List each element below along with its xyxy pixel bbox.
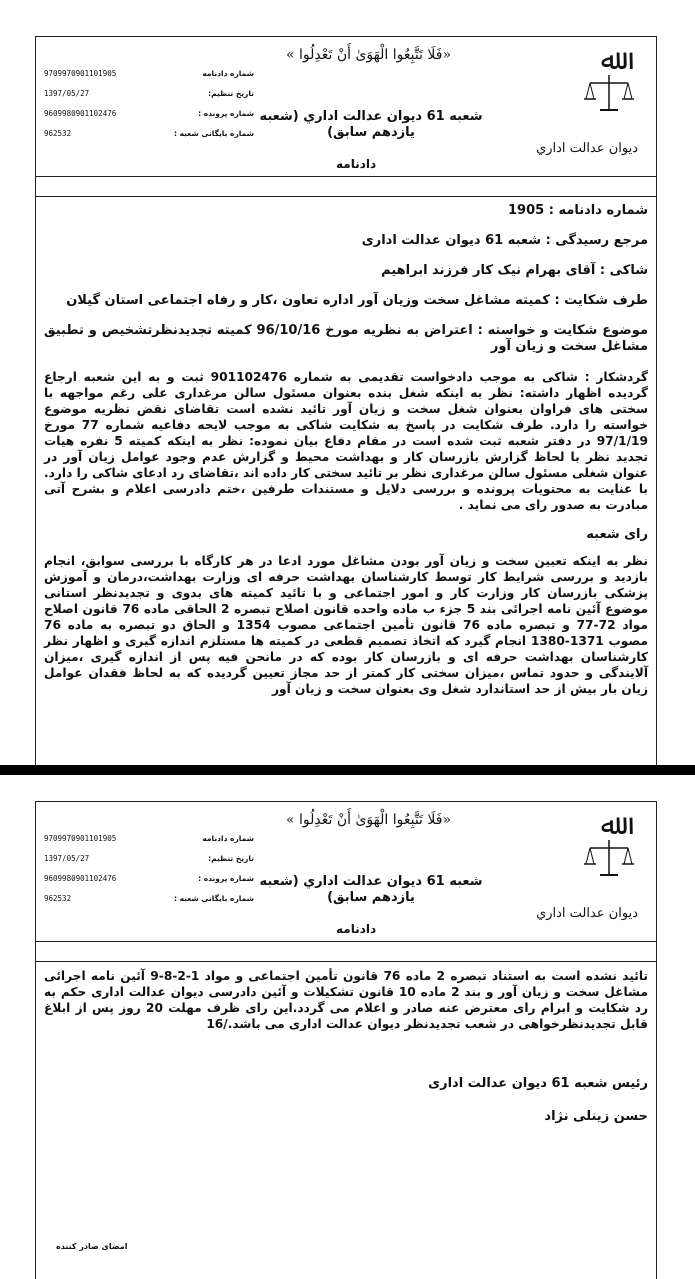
meta-label: شماره دادنامه [202, 834, 254, 843]
case-meta [44, 834, 254, 914]
svg-text:ﷲ: ﷲ [600, 808, 618, 841]
meta-value: 1397/05/27 [44, 89, 90, 98]
subject: موضوع شکایت و خواسته : اعتراض به نظریه مورخ 96/10/16 کمیته تجدیدنظرتشخیص و تطبیق مشاغل سخت و زیان آور [44, 323, 648, 354]
meta-label: شماره بایگانی شعبه : [173, 129, 254, 138]
meta-value: 9609980901102476 [44, 874, 117, 883]
page-frame [35, 801, 657, 1279]
case-report: گردشکار : شاکی به موجب دادخواست تقدیمی به شماره 901102476 ثبت و به این شعبه ارجاع گردیده اظهار داشته: نظر به اینکه شغل بنده بعنوان مسئول سالن مرغداری علی رغم مواجهه با سختی های فراوان بعنوان شغل سخت و زیان آور تائید نشده است تقاضای نقض نظریه موضوع خواسته را دارد. طرف شکایت در پاسخ به شکایت شاکی به موجب لایحه دفاعیه شماره 77 مورخ 97/1/19 در دفتر شعبه ثبت شده است در مقام دفاع بیان نموده: نظر به اینکه کمیته 5 نفره هیات تجدید نظر با لحاظ گزارش بازرسان کار و بهداشت محیط و گزارش عدم وجود عوامل زیان آور در عنوان شغلی مسئول سالن مرغداری نظر بر تائید سختی کار داده اند ،تقاضای رد ادعای شاکی را دارد. با عنایت به محتویات پرونده و بررسی دلایل و مستندات طرفین ،ختم دادرسی اعلام و بشرح آتی مبادرت به صدور رای می نماید . [44, 370, 649, 512]
branch-title: شعبه 61 دیوان عدالت اداري (شعبه یازدهم سابق) [259, 109, 483, 140]
header-divider [36, 942, 656, 962]
ruling-continuation: تائید نشده است به استناد تبصره 2 ماده 76 قانون تأمین اجتماعی و مواد 1-2-8-9 آئین نامه اجرائی مشاغل سخت و زیان آور و بند 2 ماده 10 قانون تشکیلات و آئین دادرسی دیوان عدالت اداری حکم به رد شکایت و ابرام رای معترض عنه صادر و اعلام می گردد.این رای ظرف مهلت 20 روز پس از ابلاغ قابل تجدیدنظرخواهی در شعب تجدیدنظر دیوان عدالت اداری می باشد./16 [44, 969, 648, 1031]
defendant: طرف شکایت : کمیته مشاغل سخت وزیان آور اداره تعاون ،کار و رفاه اجتماعی استان گیلان [66, 293, 648, 308]
ruling-title: رای شعبه [586, 527, 648, 542]
meta-row [44, 89, 254, 109]
svg-text:ﷲ: ﷲ [600, 43, 618, 76]
page-separator [0, 765, 695, 775]
authority: مرجع رسیدگی : شعبه 61 دیوان عدالت اداری [361, 233, 648, 248]
meta-value: 9709970901101905 [44, 69, 117, 78]
document-page-2 [0, 775, 695, 1279]
meta-row [44, 874, 254, 894]
court-emblem-icon [582, 43, 636, 117]
quran-verse: «فَلَا تَتَّبِعُوا الْهَوَىٰ أَنْ تَعْدِلُوا » [286, 812, 452, 828]
branch-title: شعبه 61 دیوان عدالت اداري (شعبه یازدهم سابق) [259, 874, 483, 905]
case-meta [44, 69, 254, 149]
signer-title: رئیس شعبه 61 دیوان عدالت اداری [428, 1076, 648, 1091]
meta-value: 9609980901102476 [44, 109, 117, 118]
letterhead [36, 802, 656, 942]
meta-label: تاریخ تنظیم: [208, 854, 254, 863]
letterhead [36, 37, 656, 177]
page-frame [35, 36, 657, 765]
ruling-text: نظر به اینکه تعیین سخت و زیان آور بودن مشاغل مورد ادعا در هر کارگاه با بررسی سوابق، انجام بازدید و بررسی شرایط کار توسط کارشناسان بهداشت حرفه ای وزارت بهداشت،درمان و آموزش پزشکی بازرسان کار وزارت کار و امور اجتماعی و با تائید کمیته های بدوی و تجدیدنظر استانی موضوع آئین نامه اجرائی بند 5 جزء ب ماده واحده قانون اصلاح تبصره 2 الحاقی ماده 76 قانون اصلاح مواد 72-77 و تبصره ماده 76 قانون تأمین اجتماعی مصوب 1354 و الحاق دو تبصره به ماده 76 مصوب 1371-1380 انجام گیرد که اتخاذ تصمیم قطعی در کمیته ها مستلزم اندازه گیری و اظهار نظر کارشناسان بهداشت حرفه ای و بازرسان کار بوده که در مانحن فیه پس از اندازه گیری ،میزان آلایندگی و حدود تماس ،میزان سختی کار کمتر از حد مجاز تعیین گردیده که به لحاظ فقدان عوامل زیان بار بیش از حد استاندارد شغل وی بعنوان سخت و زیان آور [44, 554, 648, 696]
document-type: دادنامه [336, 157, 377, 171]
document-body [36, 197, 656, 697]
meta-label: شماره پرونده : [198, 874, 254, 883]
meta-row [44, 894, 254, 914]
meta-value: 1397/05/27 [44, 854, 90, 863]
plaintiff: شاکی : آقای بهرام نیک کار فرزند ابراهیم [381, 263, 648, 278]
signature-label: امضای صادر کننده [56, 1242, 128, 1251]
signer-name: حسن زینلی نژاد [544, 1109, 648, 1124]
meta-label: تاریخ تنظیم: [208, 89, 254, 98]
meta-row [44, 69, 254, 89]
meta-label: شماره بایگانی شعبه : [173, 894, 254, 903]
meta-value: 9709970901101905 [44, 834, 117, 843]
court-name: دیوان عدالت اداري [536, 906, 638, 921]
meta-value: 962532 [44, 129, 72, 138]
meta-row [44, 834, 254, 854]
meta-label: شماره پرونده : [198, 109, 254, 118]
meta-label: شماره دادنامه [202, 69, 254, 78]
document-body [36, 962, 656, 1032]
meta-value: 962532 [44, 894, 72, 903]
doc-number: شماره دادنامه : 1905 [508, 203, 648, 218]
header-divider [36, 177, 656, 197]
quran-verse: «فَلَا تَتَّبِعُوا الْهَوَىٰ أَنْ تَعْدِلُوا » [286, 47, 452, 63]
document-type: دادنامه [336, 922, 377, 936]
meta-row [44, 129, 254, 149]
meta-row [44, 109, 254, 129]
court-emblem-icon [582, 808, 636, 882]
court-name: دیوان عدالت اداري [536, 141, 638, 156]
meta-row [44, 854, 254, 874]
